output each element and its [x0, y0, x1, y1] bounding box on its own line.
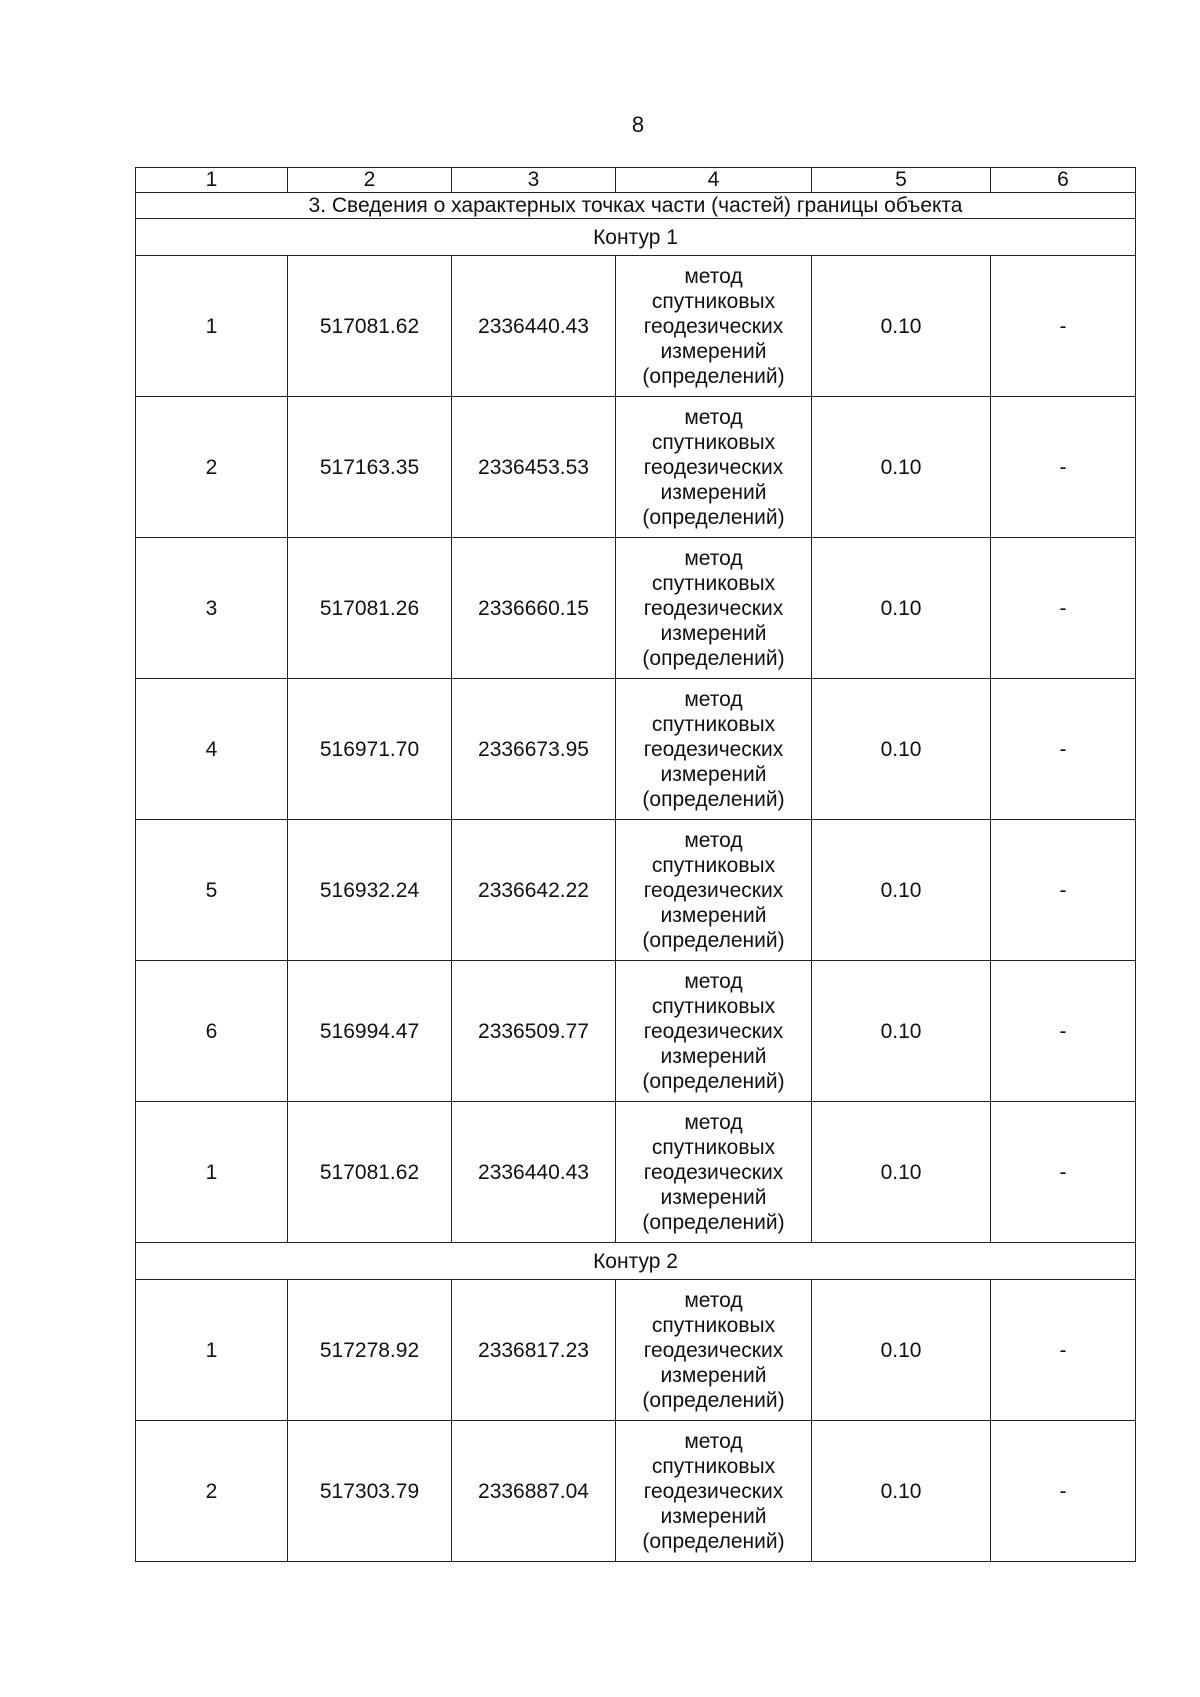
accuracy-cell: 0.10 — [812, 679, 991, 820]
method-cell — [616, 256, 812, 397]
method-line: спутниковых — [651, 853, 776, 877]
description-cell: - — [991, 820, 1136, 961]
column-number: 4 — [616, 168, 812, 193]
accuracy-cell: 0.10 — [812, 1280, 991, 1421]
point-number-cell: 6 — [136, 961, 288, 1102]
column-number: 2 — [288, 168, 452, 193]
accuracy-cell: 0.10 — [812, 961, 991, 1102]
contour-title-row — [136, 219, 1136, 256]
method-cell — [616, 961, 812, 1102]
column-number: 1 — [136, 168, 288, 193]
description-cell: - — [991, 256, 1136, 397]
method-line: метод — [684, 687, 743, 711]
table-row — [136, 1421, 1136, 1562]
accuracy-cell: 0.10 — [812, 256, 991, 397]
method-line: метод — [684, 264, 743, 288]
table-row — [136, 820, 1136, 961]
method-line: метод — [684, 405, 743, 429]
method-cell — [616, 1421, 812, 1562]
method-cell — [616, 538, 812, 679]
description-cell: - — [991, 679, 1136, 820]
method-line: метод — [684, 969, 743, 993]
accuracy-cell: 0.10 — [812, 1102, 991, 1243]
y-coordinate-cell: 2336642.22 — [452, 820, 616, 961]
method-line: геодезических — [643, 1338, 784, 1362]
method-line: метод — [684, 1110, 743, 1134]
y-coordinate-cell: 2336887.04 — [452, 1421, 616, 1562]
accuracy-cell: 0.10 — [812, 820, 991, 961]
method-line: измерений — [660, 903, 767, 927]
method-cell — [616, 1102, 812, 1243]
method-line: (определений) — [642, 646, 785, 670]
method-line: метод — [684, 546, 743, 570]
point-number-cell: 5 — [136, 820, 288, 961]
method-line: спутниковых — [651, 289, 776, 313]
method-line: измерений — [660, 1363, 767, 1387]
table-body — [136, 168, 1136, 1562]
table-row — [136, 679, 1136, 820]
y-coordinate-cell: 2336817.23 — [452, 1280, 616, 1421]
method-line: геодезических — [643, 1479, 784, 1503]
column-number: 5 — [812, 168, 991, 193]
x-coordinate-cell: 517081.26 — [288, 538, 452, 679]
y-coordinate-cell: 2336673.95 — [452, 679, 616, 820]
method-line: геодезических — [643, 596, 784, 620]
x-coordinate-cell: 516932.24 — [288, 820, 452, 961]
method-line: измерений — [660, 339, 767, 363]
point-number-cell: 1 — [136, 1280, 288, 1421]
x-coordinate-cell: 516971.70 — [288, 679, 452, 820]
method-cell — [616, 820, 812, 961]
method-line: спутниковых — [651, 571, 776, 595]
method-line: (определений) — [642, 1388, 785, 1412]
method-cell — [616, 397, 812, 538]
table-row — [136, 256, 1136, 397]
method-line: спутниковых — [651, 1135, 776, 1159]
method-line: измерений — [660, 762, 767, 786]
y-coordinate-cell: 2336660.15 — [452, 538, 616, 679]
method-line: геодезических — [643, 1019, 784, 1043]
table-row — [136, 1102, 1136, 1243]
method-line: измерений — [660, 1185, 767, 1209]
method-line: метод — [684, 828, 743, 852]
description-cell: - — [991, 397, 1136, 538]
method-cell — [616, 1280, 812, 1421]
x-coordinate-cell: 517303.79 — [288, 1421, 452, 1562]
method-line: измерений — [660, 1504, 767, 1528]
contour-title: Контур 1 — [136, 219, 1136, 256]
page-number: 8 — [631, 112, 645, 137]
method-line: спутниковых — [651, 1454, 776, 1478]
point-number-cell: 2 — [136, 397, 288, 538]
method-line: геодезических — [643, 737, 784, 761]
column-number: 3 — [452, 168, 616, 193]
method-line: (определений) — [642, 787, 785, 811]
x-coordinate-cell: 517163.35 — [288, 397, 452, 538]
description-cell: - — [991, 1102, 1136, 1243]
point-number-cell: 3 — [136, 538, 288, 679]
y-coordinate-cell: 2336453.53 — [452, 397, 616, 538]
accuracy-cell: 0.10 — [812, 397, 991, 538]
method-line: спутниковых — [651, 1313, 776, 1337]
method-line: спутниковых — [651, 712, 776, 736]
method-line: геодезических — [643, 1160, 784, 1184]
method-line: геодезических — [643, 314, 784, 338]
method-line: метод — [684, 1288, 743, 1312]
method-line: геодезических — [643, 455, 784, 479]
method-line: спутниковых — [651, 994, 776, 1018]
x-coordinate-cell: 516994.47 — [288, 961, 452, 1102]
method-cell — [616, 679, 812, 820]
contour-title: Контур 2 — [136, 1243, 1136, 1280]
y-coordinate-cell: 2336440.43 — [452, 256, 616, 397]
method-line: спутниковых — [651, 430, 776, 454]
table-row — [136, 961, 1136, 1102]
method-line: (определений) — [642, 928, 785, 952]
accuracy-cell: 0.10 — [812, 538, 991, 679]
y-coordinate-cell: 2336509.77 — [452, 961, 616, 1102]
point-number-cell: 4 — [136, 679, 288, 820]
method-line: измерений — [660, 1044, 767, 1068]
table-row — [136, 538, 1136, 679]
method-line: (определений) — [642, 1069, 785, 1093]
x-coordinate-cell: 517081.62 — [288, 1102, 452, 1243]
section-title: 3. Сведения о характерных точках части (частей) границы объекта — [136, 193, 1136, 219]
description-cell: - — [991, 1280, 1136, 1421]
boundary-points-table — [135, 167, 1136, 1562]
method-line: метод — [684, 1429, 743, 1453]
method-line: (определений) — [642, 364, 785, 388]
x-coordinate-cell: 517081.62 — [288, 256, 452, 397]
method-line: (определений) — [642, 505, 785, 529]
method-line: (определений) — [642, 1529, 785, 1553]
method-line: геодезических — [643, 878, 784, 902]
table-row — [136, 1280, 1136, 1421]
contour-title-row — [136, 1243, 1136, 1280]
description-cell: - — [991, 538, 1136, 679]
method-line: (определений) — [642, 1210, 785, 1234]
point-number-cell: 1 — [136, 256, 288, 397]
description-cell: - — [991, 961, 1136, 1102]
point-number-cell: 2 — [136, 1421, 288, 1562]
description-cell: - — [991, 1421, 1136, 1562]
accuracy-cell: 0.10 — [812, 1421, 991, 1562]
column-number: 6 — [991, 168, 1136, 193]
point-number-cell: 1 — [136, 1102, 288, 1243]
table-row — [136, 397, 1136, 538]
method-line: измерений — [660, 480, 767, 504]
method-line: измерений — [660, 621, 767, 645]
section-title-row — [136, 193, 1136, 219]
x-coordinate-cell: 517278.92 — [288, 1280, 452, 1421]
column-number-row — [136, 168, 1136, 193]
y-coordinate-cell: 2336440.43 — [452, 1102, 616, 1243]
